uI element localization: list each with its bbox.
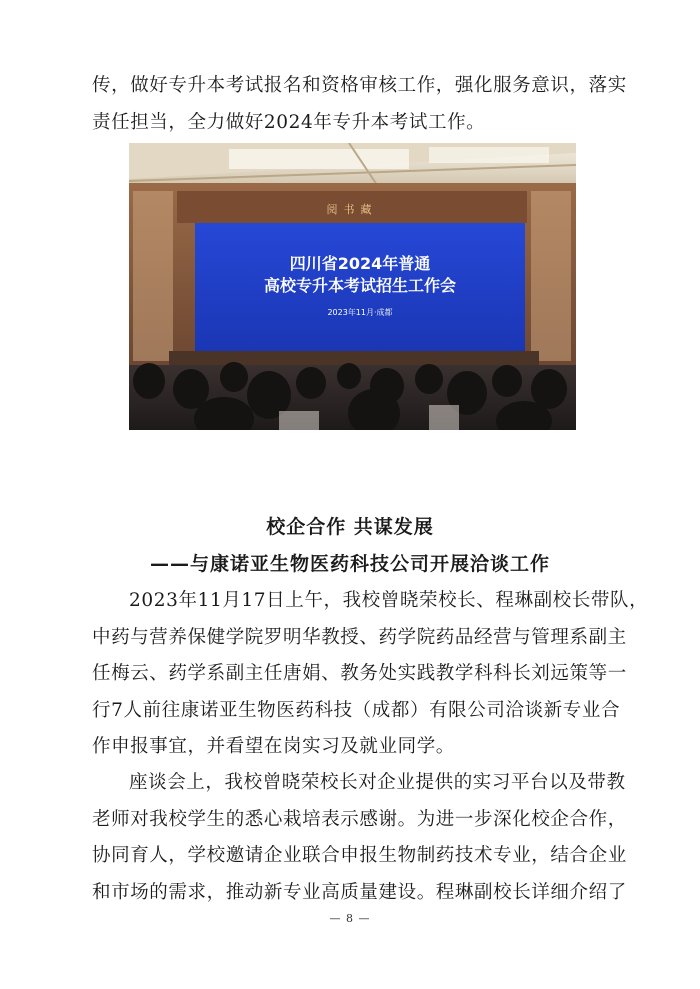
paragraph-line: 2023年11月17日上午，我校曾晓荣校长、程琳副校长带队， xyxy=(129,590,649,611)
paragraph-line: 和市场的需求，推动新专业高质量建设。程琳副校长详细介绍了 xyxy=(92,881,627,903)
screen-subtitle: 2023年11月·成都 xyxy=(327,308,393,317)
paragraph-line: 老师对我校学生的悉心栽培表示感谢。为进一步深化校企合作， xyxy=(92,808,627,830)
screen-title-line1: 四川省2024年普通 xyxy=(289,254,431,273)
paragraph-line: 座谈会上，我校曾晓荣校长对企业提供的实习平台以及带教 xyxy=(129,772,626,793)
article-paragraph-1 xyxy=(92,583,649,766)
paragraph-line: 行7人前往康诺亚生物医药科技（成都）有限公司洽谈新专业合 xyxy=(92,699,621,721)
article-paragraph-2 xyxy=(92,765,627,911)
paragraph-line: 协同育人，学校邀请企业联合申报生物制药技术专业，结合企业 xyxy=(92,845,627,866)
intro-line-1: 传，做好专升本考试报名和资格审核工作，强化服务意识，落实 xyxy=(92,75,627,96)
intro-paragraph xyxy=(92,68,627,141)
paragraph-line: 中药与营养保健学院罗明华教授、药学院药品经营与管理系副主 xyxy=(92,626,627,648)
article-subtitle: ——与康诺亚生物医药科技公司开展洽谈工作 xyxy=(149,553,550,575)
screen-title-line2: 高校专升本考试招生工作会 xyxy=(263,276,457,295)
conference-photo xyxy=(129,143,576,430)
page-number: — 8 — xyxy=(329,912,371,925)
article-title: 校企合作 共谋发展 xyxy=(266,516,434,538)
paragraph-line: 任梅云、药学系副主任唐娟、教务处实践教学科科长刘远策等一 xyxy=(92,663,627,684)
intro-line-2: 责任担当，全力做好2024年专升本考试工作。 xyxy=(92,111,486,133)
plaque-text: 阅书藏 xyxy=(326,203,378,216)
paragraph-line: 作申报事宜，并看望在岗实习及就业同学。 xyxy=(92,736,455,757)
